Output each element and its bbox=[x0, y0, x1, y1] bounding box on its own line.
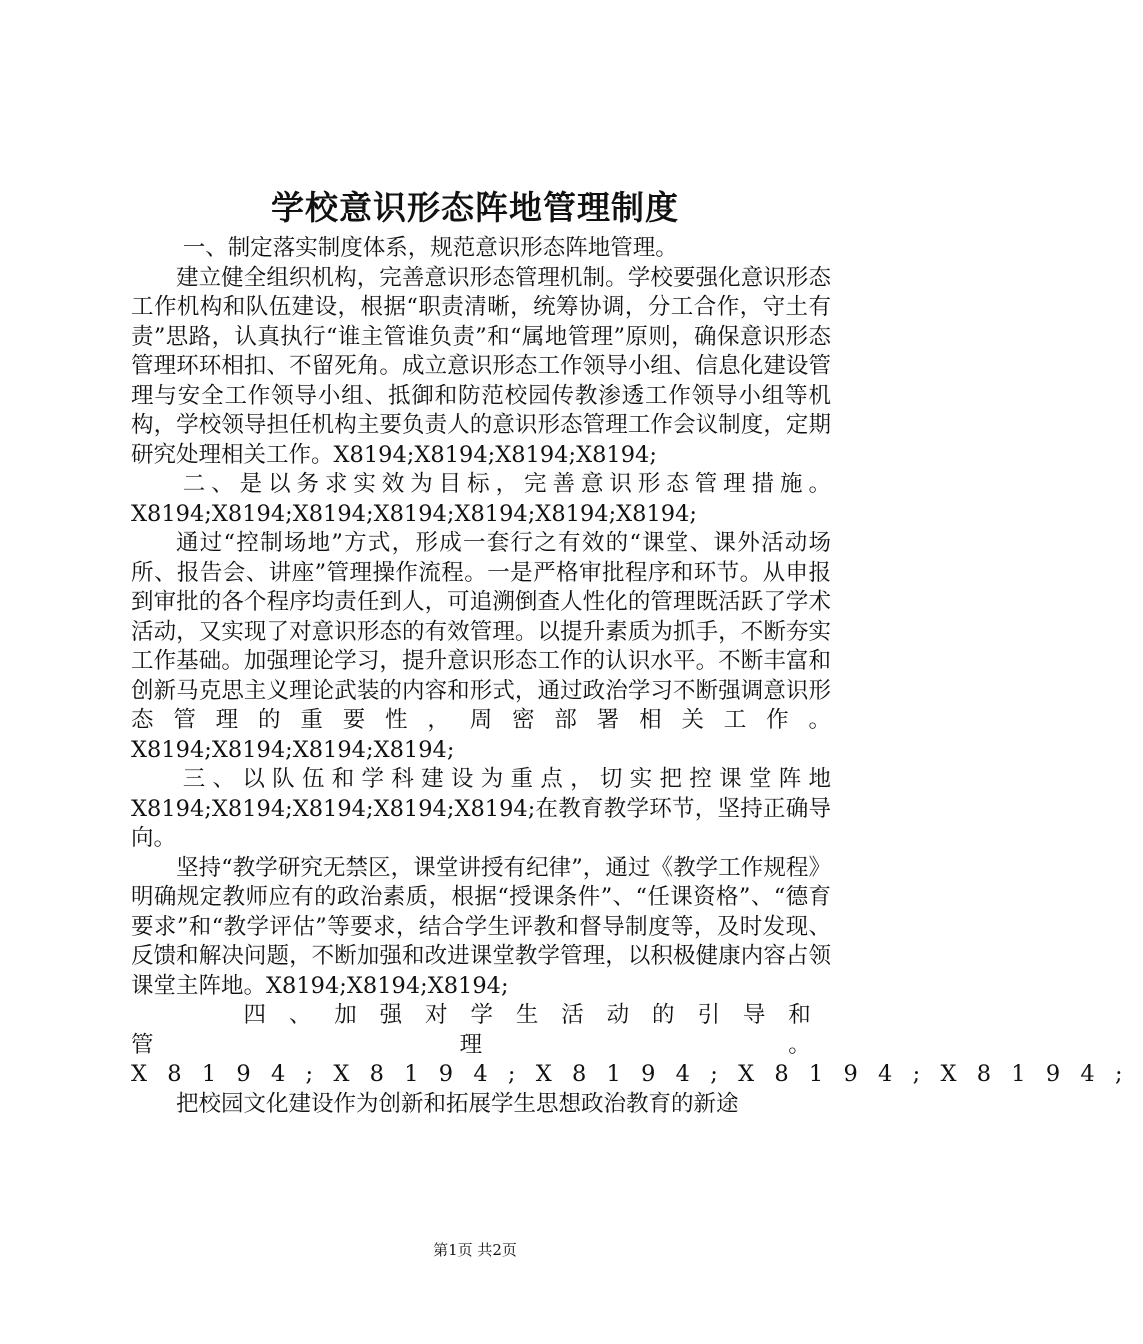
paragraph: 通过“控制场地”方式，形成一套行之有效的“课堂、课外活动场所、报告会、讲座”管理操作流程。一是严格审批程序和环节。从申报到审批的各个程序均责任到人，可追溯倒查人性化的管理既活跃了学术活动，又实现了对意识形态的有效管理。以提升素质为抓手，不断夯实工作基础。加强理论学习，提升意识形态工作的认识水平。不断丰富和创新马克思主义理论武装的内容和形式，通过政治学习不断强调意识形态管理的重要性，周密部署相关工作。X8194;X8194;X8194;X8194; bbox=[131, 530, 831, 763]
section-heading-2: 二、是以务求实效为目标，完善意识形态管理措施。X8194;X8194;X8194;X8194;X8194;X8194;X8194; bbox=[131, 471, 831, 527]
document-title: 学校意识形态阵地管理制度 bbox=[271, 188, 679, 227]
paragraph: 把校园文化建设作为创新和拓展学生思想政治教育的新途 bbox=[176, 1090, 739, 1117]
paragraph: 坚持“教学研究无禁区，课堂讲授有纪律”，通过《教学工作规程》明确规定教师应有的政治素质，根据“授课条件”、“任课资格”、“德育要求”和“教学评估”等要求，结合学生评教和督导制度等，及时发现、反馈和解决问题，不断加强和改进课堂教学管理，以积极健康内容占领课堂主阵地。X8194;X8194;X8194; bbox=[131, 854, 831, 999]
section-heading-4: 四、加强对学生活动的引导和管理。X8194;X8194;X8194;X8194;X8194; bbox=[131, 1002, 1143, 1087]
document-body bbox=[131, 234, 1143, 1119]
paragraph: 建立健全组织机构，完善意识形态管理机制。学校要强化意识形态工作机构和队伍建设，根据“职责清晰，统筹协调，分工合作，守土有责”思路，认真执行“谁主管谁负责”和“属地管理”原则，确保意识形态管理环环相扣、不留死角。成立意识形态工作领导小组、信息化建设管理与安全工作领导小组、抵御和防范校园传教渗透工作领导小组等机构，学校领导担任机构主要负责人的意识形态管理工作会议制度，定期研究处理相关工作。X8194;X8194;X8194;X8194; bbox=[131, 264, 831, 468]
section-heading-1: 一、制定落实制度体系，规范意识形态阵地管理。 bbox=[182, 235, 678, 261]
page-number: 第1页 共2页 bbox=[433, 1241, 517, 1259]
section-heading-3: 三、以队伍和学科建设为重点，切实把控课堂阵地X8194;X8194;X8194;X8194;X8194;在教育教学环节，坚持正确导向。 bbox=[131, 766, 831, 851]
